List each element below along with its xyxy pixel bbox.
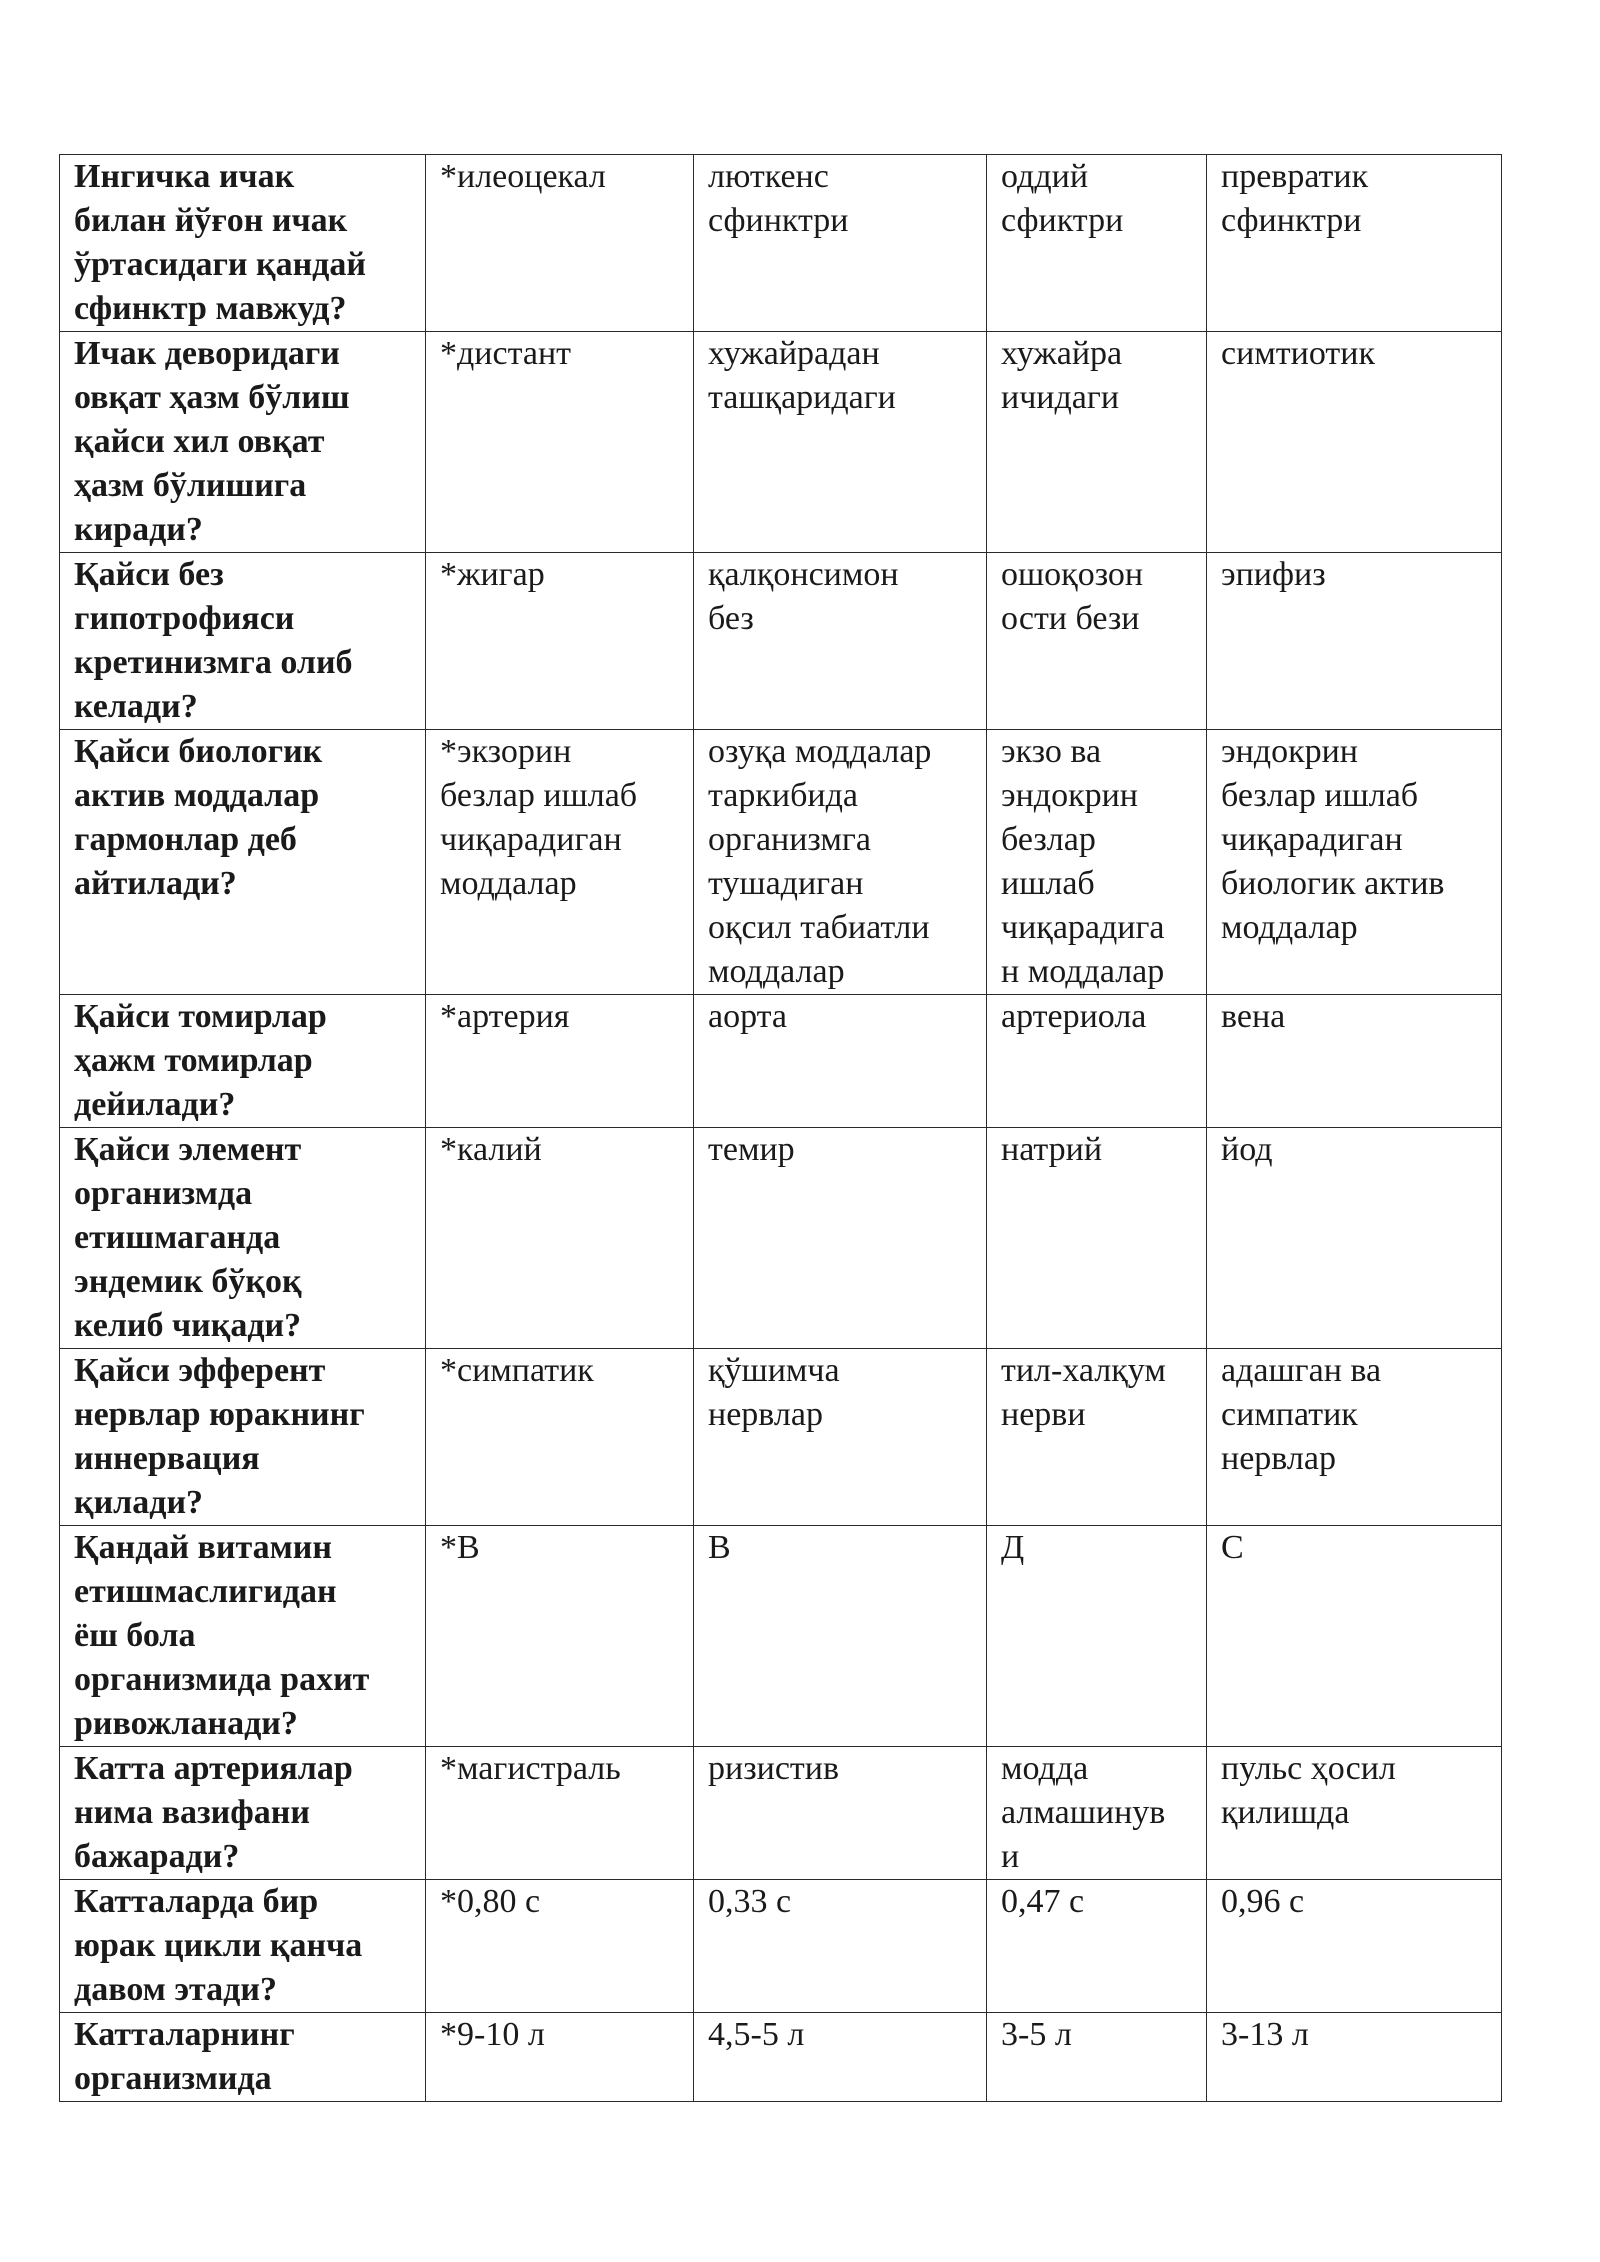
answer-option-cell (987, 995, 1207, 1128)
answer-correct-cell (426, 332, 694, 553)
answer-correct-cell (426, 1128, 694, 1349)
answer-correct-cell (426, 553, 694, 730)
answer-option-cell (987, 2013, 1207, 2102)
answer-option-cell (694, 332, 987, 553)
question-cell (60, 1747, 426, 1880)
question-text: Қайси без гипотрофияси кретинизмга олиб келади? (74, 556, 353, 725)
question-cell (60, 1349, 426, 1526)
option-text: 3-13 л (1221, 2016, 1309, 2053)
option-text: Д (1001, 1529, 1025, 1566)
option-text: ризистив (708, 1750, 840, 1787)
option-text: С (1221, 1529, 1244, 1566)
answer-option-cell (987, 1880, 1207, 2013)
option-text: превратик сфинктри (1221, 158, 1369, 239)
answer-option-cell (987, 1349, 1207, 1526)
option-text: темир (708, 1131, 795, 1168)
answer-option-cell (694, 1747, 987, 1880)
option-text: артериола (1001, 998, 1147, 1035)
question-text: Қайси эфферент нервлар юракнинг иннервация қилади? (74, 1352, 365, 1521)
option-text: *В (440, 1529, 480, 1566)
answer-option-cell (694, 1880, 987, 2013)
option-text: *экзорин безлар ишлаб чиқарадиган моддалар (440, 733, 638, 902)
option-text: вена (1221, 998, 1286, 1035)
option-text: *симпатик (440, 1352, 594, 1389)
option-text: 0,96 с (1221, 1883, 1305, 1920)
option-text: оддий сфиктри (1001, 158, 1124, 239)
option-text: *илеоцекал (440, 158, 606, 195)
answer-option-cell (1207, 1747, 1502, 1880)
option-text: *9-10 л (440, 2016, 545, 2053)
quiz-table (59, 154, 1502, 2102)
option-text: В (708, 1529, 731, 1566)
question-cell (60, 730, 426, 995)
option-text: *0,80 с (440, 1883, 541, 1920)
answer-option-cell (1207, 1526, 1502, 1747)
answer-option-cell (987, 332, 1207, 553)
answer-option-cell (1207, 730, 1502, 995)
answer-option-cell (1207, 332, 1502, 553)
table-row (60, 995, 1502, 1128)
option-text: адашган ва симпатик нервлар (1221, 1352, 1382, 1477)
option-text: аорта (708, 998, 788, 1035)
answer-correct-cell (426, 1747, 694, 1880)
answer-option-cell (694, 553, 987, 730)
answer-option-cell (1207, 1128, 1502, 1349)
table-row (60, 1747, 1502, 1880)
question-text: Ичак деворидаги овқат ҳазм бўлиш қайси хил овқат ҳазм бўлишига киради? (74, 335, 350, 548)
option-text: 3-5 л (1001, 2016, 1072, 2053)
table-row (60, 1526, 1502, 1747)
question-cell (60, 1526, 426, 1747)
option-text: 0,47 с (1001, 1883, 1085, 1920)
answer-option-cell (1207, 995, 1502, 1128)
quiz-table-body (60, 155, 1502, 2102)
question-cell (60, 995, 426, 1128)
option-text: *артерия (440, 998, 570, 1035)
option-text: хужайра ичидаги (1001, 335, 1123, 416)
table-row (60, 155, 1502, 332)
table-row (60, 1880, 1502, 2013)
question-text: Ингичка ичак билан йўғон ичак ўртасидаги қандай сфинктр мавжуд? (74, 158, 366, 327)
option-text: эпифиз (1221, 556, 1326, 593)
answer-option-cell (1207, 155, 1502, 332)
question-cell (60, 332, 426, 553)
answer-option-cell (987, 1128, 1207, 1349)
answer-option-cell (694, 730, 987, 995)
question-text: Қайси биологик актив моддалар гармонлар деб айтилади? (74, 733, 323, 902)
option-text: *жигар (440, 556, 545, 593)
question-text: Катта артериялар нима вазифани бажаради? (74, 1750, 353, 1875)
question-text: Катталарда бир юрак цикли қанча давом этади? (74, 1883, 363, 2008)
option-text: *магистраль (440, 1750, 621, 1787)
table-row (60, 730, 1502, 995)
table-row (60, 1349, 1502, 1526)
option-text: 0,33 с (708, 1883, 792, 1920)
option-text: модда алмашинув и (1001, 1750, 1166, 1875)
question-cell (60, 155, 426, 332)
option-text: хужайрадан ташқаридаги (708, 335, 896, 416)
option-text: қўшимча нервлар (708, 1352, 840, 1433)
answer-correct-cell (426, 2013, 694, 2102)
option-text: 4,5-5 л (708, 2016, 805, 2053)
option-text: экзо ва эндокрин безлар ишлаб чиқарадига н моддалар (1001, 733, 1165, 990)
answer-correct-cell (426, 995, 694, 1128)
question-cell (60, 1880, 426, 2013)
answer-correct-cell (426, 155, 694, 332)
table-row (60, 1128, 1502, 1349)
table-row (60, 553, 1502, 730)
question-text: Катталарнинг организмида (74, 2016, 295, 2097)
option-text: люткенс сфинктри (708, 158, 849, 239)
option-text: *калий (440, 1131, 542, 1168)
answer-option-cell (694, 2013, 987, 2102)
option-text: натрий (1001, 1131, 1103, 1168)
option-text: тил-халқум нерви (1001, 1352, 1166, 1433)
option-text: ошоқозон ости бези (1001, 556, 1144, 637)
option-text: пульс ҳосил қилишда (1221, 1750, 1396, 1831)
question-cell (60, 553, 426, 730)
option-text: қалқонсимон без (708, 556, 899, 637)
answer-option-cell (694, 995, 987, 1128)
question-text: Қайси элемент организмда етишмаганда эндемик бўқоқ келиб чиқади? (74, 1131, 302, 1344)
answer-option-cell (694, 1526, 987, 1747)
answer-correct-cell (426, 1880, 694, 2013)
answer-option-cell (694, 1349, 987, 1526)
option-text: симтиотик (1221, 335, 1375, 372)
table-row (60, 2013, 1502, 2102)
option-text: йод (1221, 1131, 1273, 1168)
answer-correct-cell (426, 1349, 694, 1526)
answer-option-cell (694, 1128, 987, 1349)
answer-option-cell (694, 155, 987, 332)
answer-option-cell (987, 553, 1207, 730)
question-text: Қайси томирлар ҳажм томирлар дейилади? (74, 998, 327, 1123)
option-text: *дистант (440, 335, 572, 372)
answer-option-cell (987, 155, 1207, 332)
question-cell (60, 1128, 426, 1349)
answer-option-cell (987, 1526, 1207, 1747)
answer-correct-cell (426, 730, 694, 995)
question-cell (60, 2013, 426, 2102)
answer-option-cell (1207, 1349, 1502, 1526)
option-text: озуқа моддалар таркибида организмга тушадиган оқсил табиатли моддалар (708, 733, 932, 990)
table-row (60, 332, 1502, 553)
answer-correct-cell (426, 1526, 694, 1747)
option-text: эндокрин безлар ишлаб чиқарадиган биологик актив моддалар (1221, 733, 1445, 946)
answer-option-cell (987, 1747, 1207, 1880)
answer-option-cell (1207, 1880, 1502, 2013)
question-text: Қандай витамин етишмаслигидан ёш бола организмида рахит ривожланади? (74, 1529, 370, 1742)
answer-option-cell (1207, 2013, 1502, 2102)
answer-option-cell (1207, 553, 1502, 730)
answer-option-cell (987, 730, 1207, 995)
